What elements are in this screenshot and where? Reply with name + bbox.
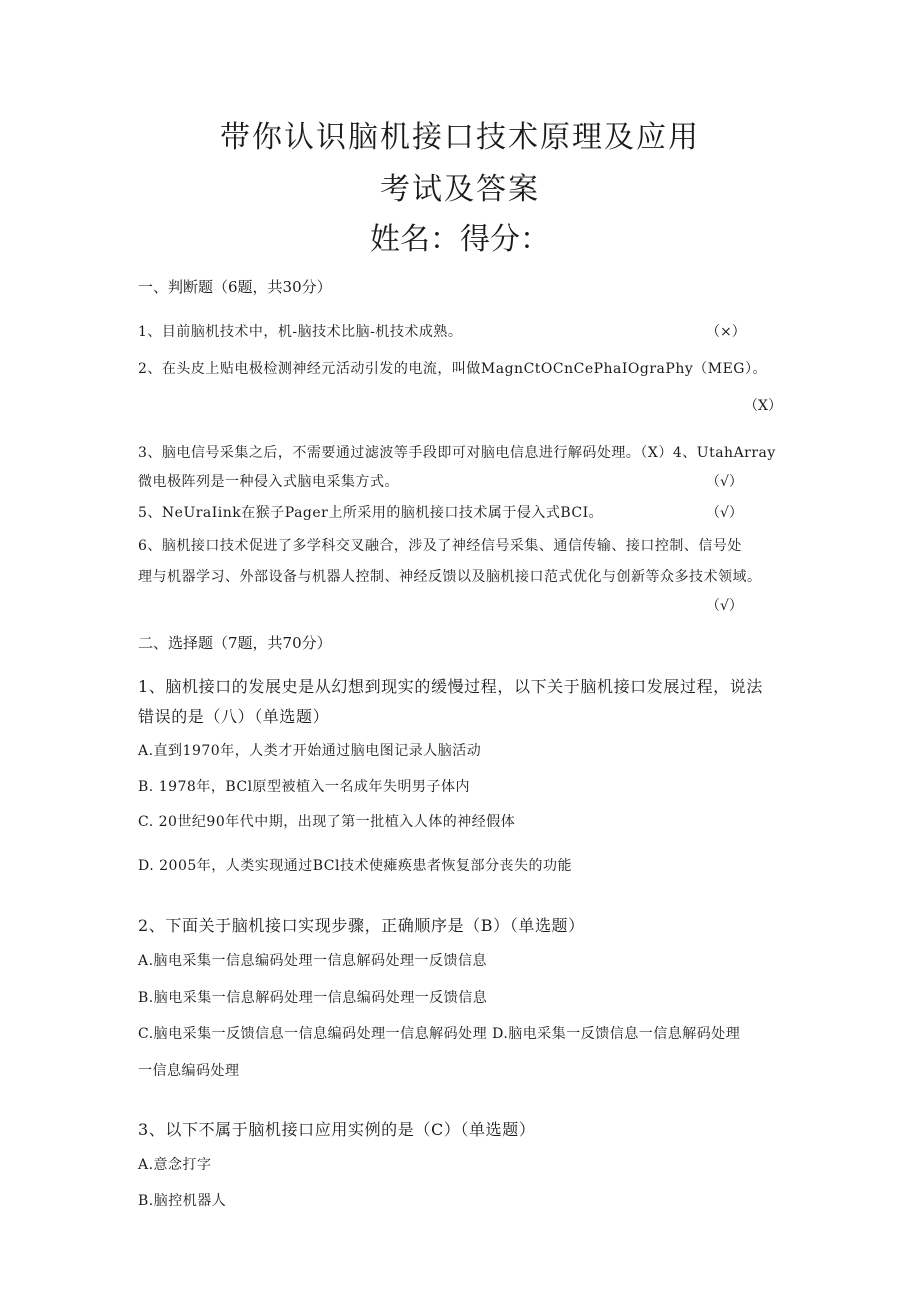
tf-question-6-line1: 6、脑机接口技术促进了多学科交叉融合，涉及了神经信号采集、通信传输、接口控制、信号处 [138,538,742,554]
mc1-option-b: B. 1978年，BCl原型被植入一名成年失明男子体内 [138,779,471,795]
tf-question-4: 微电极阵列是一种侵入式脑电采集方式。 [138,474,399,490]
tf-question-1: 1、目前脑机技术中，机-脑技术比脑-机技术成熟。 [138,324,463,340]
tf-question-6-line2: 理与机器学习、外部设备与机器人控制、神经反馈以及脑机接口范式优化与创新等众多技术领域。 [138,569,762,585]
section2-heading: 二、选择题（7题，共70分） [138,634,332,652]
mc1-option-c: C. 20世纪90年代中期，出现了第一批植入人体的神经假体 [138,814,516,830]
tf-answer-5: （√） [706,505,743,521]
mc-question-3: 3、以下不属于脑机接口应用实例的是（C）（单选题） [138,1120,536,1139]
mc2-option-d-cont: 一信息编码处理 [138,1063,240,1079]
tf-question-3: 3、脑电信号采集之后，不需要通过滤波等手段即可对脑电信息进行解码处理。（X）4、UtahArray [138,445,776,461]
mc3-option-b: B.脑控机器人 [138,1193,227,1209]
mc2-option-c-d: C.脑电采集一反馈信息一信息编码处理一信息解码处理 D.脑电采集一反馈信息一信息解码处理 [138,1026,741,1042]
tf-answer-2: （X） [744,398,782,414]
mc-question-1-line1: 1、脑机接口的发展史是从幻想到现实的缓慢过程，以下关于脑机接口发展过程，说法 [138,677,763,696]
doc-subtitle: 考试及答案 [380,172,540,207]
tf-answer-6: （√） [706,598,743,614]
mc2-option-b: B.脑电采集一信息解码处理一信息编码处理一反馈信息 [138,990,488,1006]
tf-question-2: 2、在头皮上贴电极检测神经元活动引发的电流，叫做MagnCtOCnCePhaIOgraPhy（MEG）。 [138,361,767,377]
tf-answer-4: （√） [706,474,743,490]
section1-heading: 一、判断题（6题，共30分） [138,278,332,296]
tf-question-5: 5、NeUraIink在猴子Pager上所采用的脑机接口技术属于侵入式BCI。 [138,505,604,521]
mc3-option-a: A.意念打字 [138,1157,212,1173]
mc2-option-a: A.脑电采集一信息编码处理一信息解码处理一反馈信息 [138,953,488,969]
mc-question-1-line2: 错误的是（八）（单选题） [138,707,330,726]
tf-answer-1: （×） [706,324,746,340]
mc-question-2: 2、下面关于脑机接口实现步骤，正确顺序是（B）（单选题） [138,916,585,935]
mc1-option-a: A.直到1970年，人类才开始通过脑电图记录人脑活动 [138,743,482,759]
doc-title: 带你认识脑机接口技术原理及应用 [220,120,700,155]
name-score-line: 姓名：得分： [370,222,550,257]
mc1-option-d: D. 2005年，人类实现通过BCl技术使瘫痪患者恢复部分丧失的功能 [138,858,572,874]
